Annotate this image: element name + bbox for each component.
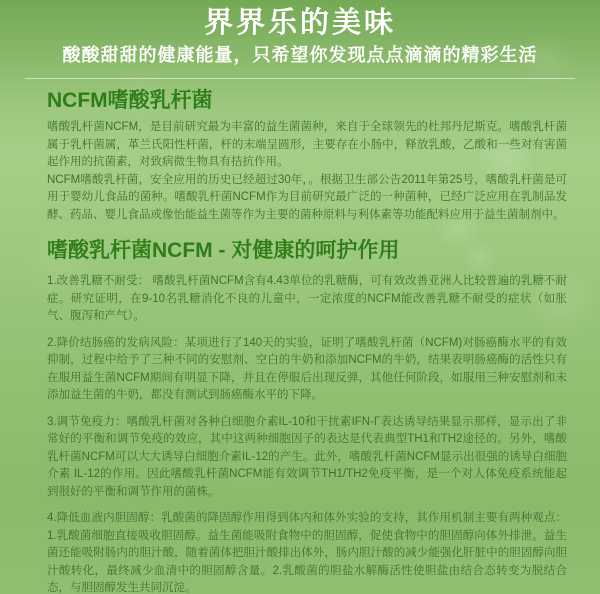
- page-title: 界界乐的美味: [203, 7, 396, 39]
- section-health-benefits: [47, 238, 567, 594]
- hero-banner: [0, 0, 600, 68]
- paragraph-benefit-2: 2.降价结肠癌的发病风险：某项进行了140天的实验，证明了嗜酸乳杆菌（NCFM)对肠癌酶水平的有效抑制，过程中给予了三种不同的安慰剂、空白的牛奶和添加NCFM的牛奶，结果表明肠癌酶的活性只有在服用益生菌NCFM期间有明显下降，并且在停服后出现反弹，其他任何阶段，如服用三种安慰剂和未添加益生菌的牛奶，都没有测试到肠癌酶水平的下降。: [47, 336, 567, 401]
- page-subtitle: 酸酸甜甜的健康能量，只希望你发现点点滴滴的精彩生活: [62, 45, 538, 65]
- section-heading-benefits: 嗜酸乳杆菌NCFM - 对健康的呵护作用: [47, 239, 400, 262]
- content-area: [0, 88, 600, 594]
- paragraph-benefit-3: 3.调节免疫力：嗜酸乳杆菌对各种白细胞介素IL-10和干扰素IFN-Γ表达诱导结果显示那样，显示出了非常好的平衡和调节免疫的效应，其中这两种细胞因子的表达是代表典型TH1和TH2途径的。另外，嗜酸乳杆菌NCFM可以大大诱导白细胞介素IL-12的产生。此外，嗜酸乳杆菌NCFM显示出很强的诱导白细胞介素 IL-12的作用。因此嗜酸乳杆菌NCFM能有效调节TH1/TH2免疫平衡，是一个对人体免疫系统能起到很好的平衡和调节作用的菌株。: [47, 415, 567, 498]
- paragraph-intro-2: NCFM嗜酸乳杆菌，安全应用的历史已经超过30年，。根据卫生部公告2011年第25号，嗜酸乳杆菌是可用于婴幼儿食品的菌种。嗜酸乳杆菌NCFM作为目前研究最广泛的一种菌种，已经广泛应用在乳制品发酵、药品、婴儿食品或像怡能益生菌等作为主要的菌种原料与利体素等功能配料应用于益生菌制剂中。: [47, 173, 567, 221]
- paragraph-intro-1: 嗜酸乳杆菌NCFM，是目前研究最为丰富的益生菌菌种，来自于全球领先的杜邦丹尼斯克。嗜酸乳杆菌属于乳杆菌属，革兰氏阳性杆菌，杆的末端呈圆形，主要存在小肠中，释放乳酸，乙酸和一些对有害菌起作用的抗菌素，对致病微生物具有拮抗作用。: [47, 121, 567, 168]
- section-heading-ncfm: NCFM嗜酸乳杆菌: [47, 89, 213, 112]
- section-ncfm-intro: [47, 88, 567, 224]
- paragraph-benefit-1: 1.改善乳糖不耐受： 嗜酸乳杆菌NCFM含有4.43单位的乳糖酶，可有效改善亚洲人比较普遍的乳糖不耐症。研究证明，在9-10名乳糖消化不良的儿童中，一定浓度的NCFM能改善乳糖不耐受的症状（如胀气、腹泻和产气）。: [47, 275, 567, 322]
- horizontal-divider: [25, 78, 575, 79]
- paragraph-benefit-4: 4.降低血液内胆固醇：乳酸菌的降固醇作用得到体内和体外实验的支持，其作用机制主要有两种观点：1.乳酸菌细胞直接吸收胆固醇。益生菌能吸附食物中的胆固醇，促使食物中的胆固醇向体外排泄。益生菌还能吸附肠内的胆汁酸，随着菌体把胆汁酸排出体外，肠内胆汁酸的减少能强化肝脏中的胆固醇向胆汁酸转化，最终减少血清中的胆固醇含量。2.乳酸菌的胆盐水解酶活性使胆盐由结合态转变为脱结合态，与胆固醇发生共同沉淀。: [47, 512, 567, 594]
